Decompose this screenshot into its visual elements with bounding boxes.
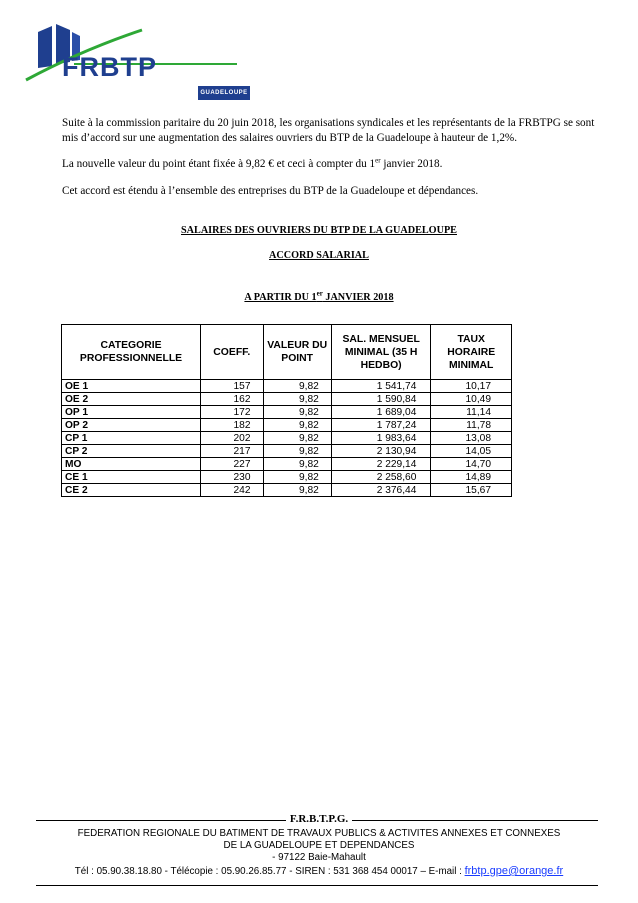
cell-taux: 10,49 [431,393,512,406]
cell-valeur: 9,82 [263,445,331,458]
cell-salaire: 1 983,64 [331,432,431,445]
cell-coeff: 157 [201,380,263,393]
cell-categorie: CE 2 [62,484,201,497]
cell-valeur: 9,82 [263,380,331,393]
table-row [62,458,512,471]
cell-coeff: 242 [201,484,263,497]
header-salaire: SAL. MENSUEL MINIMAL (35 H HEDBO) [331,325,431,380]
cell-coeff: 162 [201,393,263,406]
cell-categorie: OP 1 [62,406,201,419]
cell-salaire: 2 229,14 [331,458,431,471]
header-categorie: CATEGORIE PROFESSIONNELLE [62,325,201,380]
table-row [62,393,512,406]
cell-categorie: MO [62,458,201,471]
cell-categorie: CP 1 [62,432,201,445]
cell-salaire: 1 787,24 [331,419,431,432]
cell-coeff: 230 [201,471,263,484]
cell-categorie: OE 1 [62,380,201,393]
salary-table-body [62,380,512,497]
frbtp-logo [22,20,248,96]
logo-wordmark: FRBTP [62,52,157,82]
table-header-row [62,325,512,380]
table-row [62,432,512,445]
table-row [62,471,512,484]
cell-salaire: 1 689,04 [331,406,431,419]
table-row [62,484,512,497]
header-valeur: VALEUR DU POINT [263,325,331,380]
logo-badge: GUADELOUPE [198,86,250,100]
cell-taux: 15,67 [431,484,512,497]
cell-salaire: 1 541,74 [331,380,431,393]
effective-date-heading: A PARTIR DU 1er JANVIER 2018 [244,289,394,303]
cell-categorie: OE 2 [62,393,201,406]
cell-coeff: 182 [201,419,263,432]
cell-valeur: 9,82 [263,432,331,445]
cell-valeur: 9,82 [263,393,331,406]
cell-salaire: 2 258,60 [331,471,431,484]
footer-divider-bottom [36,885,598,886]
cell-valeur: 9,82 [263,419,331,432]
footer-contact: Tél : 05.90.38.18.80 - Télécopie : 05.90.26.85.77 - SIREN : 531 368 454 00017 – E-mail : frbtp.gpe@orange.fr [74,865,564,877]
email-link[interactable]: frbtp.gpe@orange.fr [464,865,564,877]
cell-coeff: 202 [201,432,263,445]
cell-taux: 10,17 [431,380,512,393]
footer-address: - 97122 Baie-Mahault [272,852,366,863]
footer-title: F.R.B.T.P.G. [0,813,638,825]
cell-taux: 13,08 [431,432,512,445]
footer-federation-name: FEDERATION REGIONALE DU BATIMENT DE TRAVAUX PUBLICS & ACTIVITES ANNEXES ET CONNEXES [77,828,561,839]
cell-categorie: CP 2 [62,445,201,458]
document-subtitle: ACCORD SALARIAL [269,250,369,261]
table-row [62,406,512,419]
document-title: SALAIRES DES OUVRIERS DU BTP DE LA GUADELOUPE [181,225,457,236]
cell-coeff: 217 [201,445,263,458]
intro-paragraph-1: Suite à la commission paritaire du 20 juin 2018, les organisations syndicales et les représentants de la FRBTPG se sont mis d’accord sur une augmentation des salaires ouvriers du BTP de la Guadeloupe à hauteur de 1,2%. [62,117,595,144]
cell-salaire: 2 130,94 [331,445,431,458]
cell-valeur: 9,82 [263,484,331,497]
cell-taux: 14,89 [431,471,512,484]
header-taux: TAUX HORAIRE MINIMAL [431,325,512,380]
cell-categorie: OP 2 [62,419,201,432]
cell-taux: 14,05 [431,445,512,458]
cell-valeur: 9,82 [263,458,331,471]
cell-salaire: 2 376,44 [331,484,431,497]
cell-salaire: 1 590,84 [331,393,431,406]
intro-paragraph-2: La nouvelle valeur du point étant fixée à 9,82 € et ceci à compter du 1er janvier 2018. [62,156,443,170]
table-row [62,445,512,458]
table-row [62,380,512,393]
cell-categorie: CE 1 [62,471,201,484]
cell-coeff: 172 [201,406,263,419]
salary-table [61,324,512,497]
cell-valeur: 9,82 [263,406,331,419]
header-coeff: COEFF. [201,325,263,380]
cell-taux: 14,70 [431,458,512,471]
cell-taux: 11,14 [431,406,512,419]
cell-valeur: 9,82 [263,471,331,484]
cell-coeff: 227 [201,458,263,471]
footer-federation-region: DE LA GUADELOUPE ET DEPENDANCES [223,840,415,851]
cell-taux: 11,78 [431,419,512,432]
table-row [62,419,512,432]
intro-paragraph-3: Cet accord est étendu à l’ensemble des entreprises du BTP de la Guadeloupe et dépendances. [62,185,479,197]
